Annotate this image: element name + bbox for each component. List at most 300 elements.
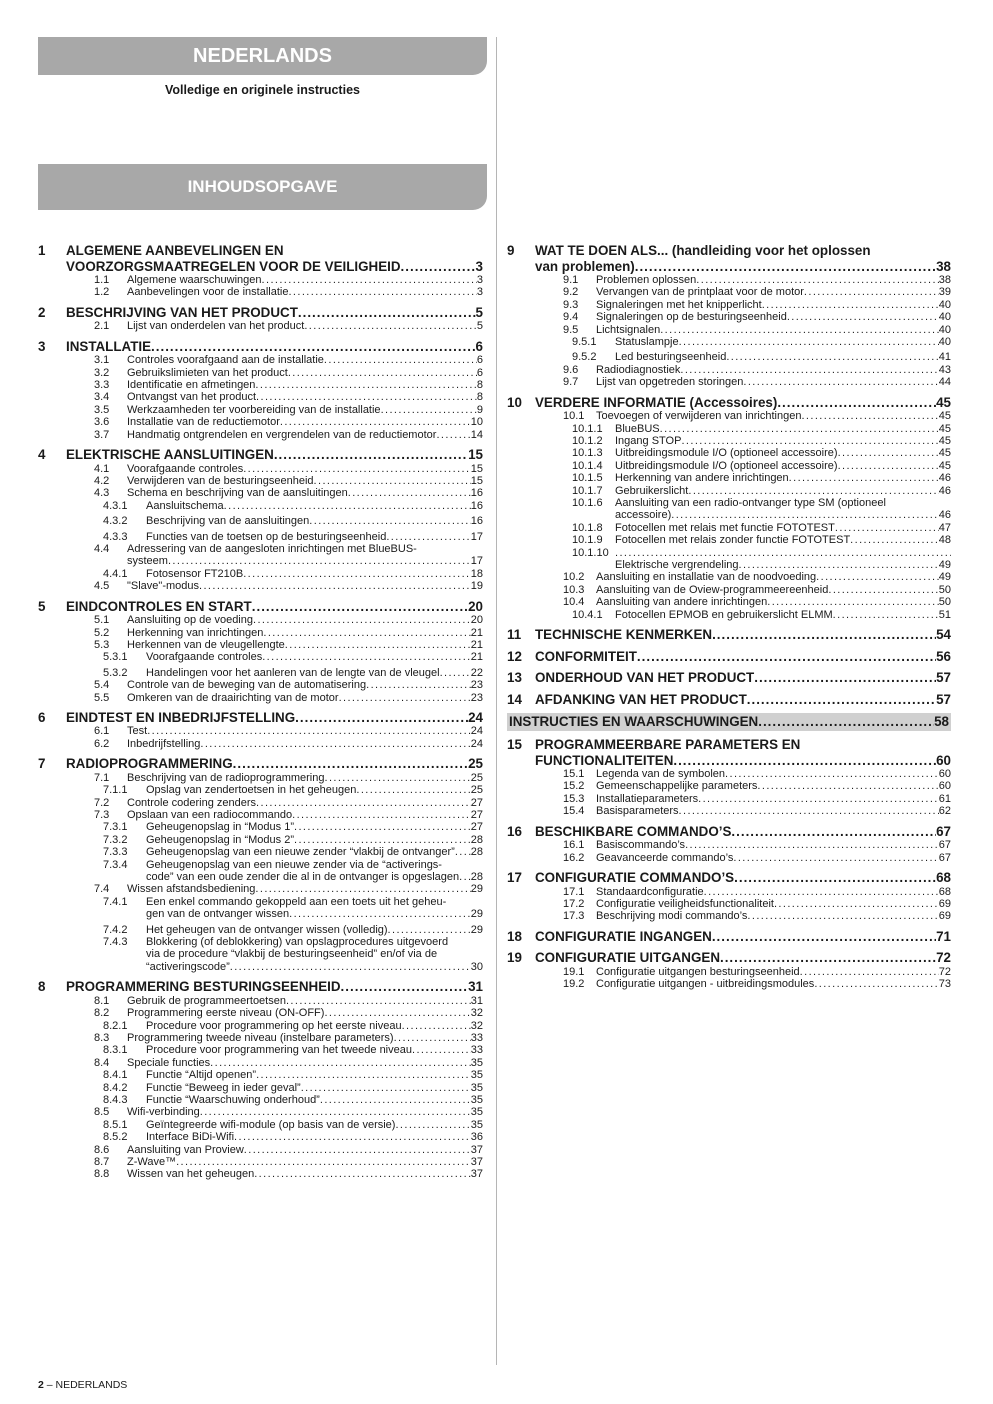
- subsection-body: [127, 627, 483, 639]
- subsection-number: 5.3: [94, 638, 110, 651]
- subsection-body: [127, 354, 483, 366]
- toc-entry-8-6[interactable]: [127, 1144, 483, 1156]
- toc-entry-10-3[interactable]: [596, 584, 951, 596]
- toc-entry-chapter-12[interactable]: [535, 649, 951, 665]
- toc-entry-5-4[interactable]: [127, 679, 483, 691]
- chapter-body: [66, 447, 483, 593]
- subsection-3-4: [66, 391, 483, 403]
- page-number: 28: [470, 846, 483, 859]
- toc-entry-8-4-1[interactable]: [146, 1069, 483, 1081]
- dot-leader: [787, 311, 939, 323]
- page-number: 43: [938, 363, 951, 376]
- subsection-body: [146, 924, 483, 936]
- toc-entry-5-5[interactable]: [127, 692, 483, 704]
- toc-entry-8-5-2[interactable]: [146, 1131, 483, 1143]
- toc-entry-4-3[interactable]: [127, 487, 483, 499]
- chapter-1: [38, 243, 483, 299]
- toc-entry-1-2[interactable]: [127, 286, 483, 298]
- page-number: 25: [470, 784, 483, 797]
- dot-leader: [660, 324, 939, 336]
- toc-entry-10-1-7[interactable]: [615, 485, 951, 497]
- entry-title: Aansluiting op de voeding: [127, 614, 253, 627]
- toc-entry-10-1-9[interactable]: [615, 534, 951, 546]
- subsection-5-5: [66, 692, 483, 704]
- subsection-body: [596, 311, 951, 323]
- subsection-16-1: [535, 839, 951, 851]
- toc-entry-4-4[interactable]: [127, 555, 483, 567]
- toc-entry-17-3[interactable]: [596, 910, 951, 922]
- subsection-body: [127, 1106, 483, 1118]
- entry-title: RADIOPROGRAMMERING: [66, 756, 233, 772]
- toc-entry-5-3-1[interactable]: [146, 651, 483, 663]
- page-number: 46: [938, 472, 951, 485]
- chapter-body: [66, 710, 483, 750]
- subsection-body: [146, 1094, 483, 1106]
- toc-entry-8-5[interactable]: [127, 1106, 483, 1118]
- subsection-number: 4.3.2: [103, 515, 128, 528]
- subsection-9-3: [535, 299, 951, 311]
- toc-entry-19-1[interactable]: [596, 966, 951, 978]
- toc-entry-7-4-2[interactable]: [146, 924, 483, 936]
- subsection-number: 3.3: [94, 379, 110, 392]
- page-number: 67: [936, 823, 951, 839]
- page-number: 67: [938, 839, 951, 852]
- subsection-8-1: [66, 995, 483, 1007]
- dot-leader: [288, 286, 476, 298]
- entry-title: van problemen): [535, 258, 635, 274]
- toc-entry-chapter-19[interactable]: [535, 950, 951, 966]
- subsection-body: [596, 584, 951, 596]
- toc-entry-2-1[interactable]: [127, 320, 483, 332]
- toc-entry-3-2[interactable]: [127, 367, 483, 379]
- page-footer: [38, 1379, 127, 1391]
- toc-entry-8-4-3[interactable]: [146, 1094, 483, 1106]
- toc-entry-chapter-1[interactable]: [66, 259, 483, 275]
- chapter-body: [66, 243, 483, 299]
- subsection-number: 5.4: [94, 679, 110, 692]
- chapter-11: [507, 627, 951, 643]
- dot-leader: [696, 274, 938, 286]
- subsection-body: [146, 1069, 483, 1081]
- subsection-3-6: [66, 416, 483, 428]
- entry-title: Basisparameters: [596, 805, 679, 818]
- page-number: 35: [470, 1106, 483, 1119]
- toc-entry-8-8[interactable]: [127, 1168, 483, 1180]
- toc-entry-instructies[interactable]: [509, 714, 949, 730]
- toc-entry-8-4[interactable]: [127, 1057, 483, 1069]
- page-number: 62: [938, 805, 951, 818]
- dot-leader: [289, 908, 471, 920]
- subsection-body: [615, 497, 951, 522]
- subsection-8-2: [66, 1007, 483, 1019]
- chapter-body: [535, 824, 951, 864]
- toc-entry-10-1-3[interactable]: [615, 447, 951, 459]
- page-number: 29: [470, 923, 483, 936]
- toc-entry-9-5-1[interactable]: [615, 336, 951, 348]
- page-number: 49: [938, 571, 951, 584]
- chapter-16: [507, 824, 951, 864]
- chapter-8: [38, 979, 483, 1181]
- footer-page-number: 2: [38, 1379, 44, 1391]
- page-number: 45: [938, 422, 951, 435]
- toc-entry-4-5[interactable]: [127, 580, 483, 592]
- subsection-number: 8.5.2: [103, 1131, 128, 1144]
- entry-title: Ingang STOP: [615, 434, 682, 447]
- entry-title: INSTRUCTIES EN WAARSCHUWINGEN: [509, 714, 759, 730]
- subsection-8-3: [66, 1032, 483, 1044]
- dot-leader: [253, 614, 471, 626]
- dot-leader: [726, 351, 938, 363]
- toc-entry-chapter-7[interactable]: [66, 756, 483, 772]
- toc-entry-7-3-2[interactable]: [146, 834, 483, 846]
- toc-entry-3-5[interactable]: [127, 404, 483, 416]
- subsection-8-4: [66, 1057, 483, 1069]
- page-number: 45: [938, 447, 951, 460]
- subsection-body: [127, 404, 483, 416]
- dot-leader: [850, 534, 939, 546]
- toc-entry-10-4[interactable]: [596, 596, 951, 608]
- entry-title: VOORZORGSMAATREGELEN VOOR DE VEILIGHEID: [66, 258, 401, 274]
- subsection-7-4-1: [66, 896, 483, 921]
- subsection-5-1: [66, 614, 483, 626]
- subsection-17-3: [535, 910, 951, 922]
- toc-entry-5-1[interactable]: [127, 614, 483, 626]
- entry-title: Geavanceerde commando’s: [596, 851, 734, 864]
- toc-entry-chapter-3[interactable]: [66, 339, 483, 355]
- dot-leader: [685, 839, 939, 851]
- toc-entry-8-3[interactable]: [127, 1032, 483, 1044]
- subsection-body: [127, 1007, 483, 1019]
- toc-entry-chapter-6[interactable]: [66, 710, 483, 726]
- toc-entry-16-1[interactable]: [596, 839, 951, 851]
- subsection-number: 8.2.1: [103, 1019, 128, 1032]
- chapter-body: [66, 599, 483, 704]
- entry-title: BESCHIKBARE COMMANDO’S: [535, 823, 732, 839]
- toc-entry-4-3-2[interactable]: [146, 515, 483, 527]
- chapter-body: [535, 627, 951, 643]
- toc-entry-10-4-1[interactable]: [615, 609, 951, 621]
- dot-leader: [734, 870, 936, 886]
- subsection-number: 5.3.1: [103, 651, 128, 664]
- toc-entry-chapter-18[interactable]: [535, 929, 951, 945]
- subsection-body: [596, 839, 951, 851]
- toc-entry-9-3[interactable]: [596, 299, 951, 311]
- entry-title: Signaleringen met het knipperlicht: [596, 298, 762, 311]
- subsection-number: 4.3.3: [103, 530, 128, 543]
- entry-title: Configuratie uitgangen - uitbreidingsmodules: [596, 978, 815, 991]
- toc-entry-5-2[interactable]: [127, 627, 483, 639]
- toc-entry-16-2[interactable]: [596, 852, 951, 864]
- subsection-number: 8.7: [94, 1156, 110, 1169]
- toc-entry-15-3[interactable]: [596, 793, 951, 805]
- toc-entry-6-1[interactable]: [127, 725, 483, 737]
- subsection-number: 7.3.3: [103, 846, 128, 859]
- subsection-body: [146, 859, 483, 884]
- subsection-number: 3.6: [94, 416, 110, 429]
- subsection-number: 10.1.8: [572, 521, 603, 534]
- entry-title: EINDCONTROLES EN START: [66, 598, 252, 614]
- page-number: 60: [938, 768, 951, 781]
- entry-title: Gebruik de programmeertoetsen: [127, 994, 286, 1007]
- toc-entry-chapter-11[interactable]: [535, 627, 951, 643]
- toc-entry-9-5-2[interactable]: [615, 351, 951, 363]
- toc-entry-3-6[interactable]: [127, 416, 483, 428]
- chapter-18: [507, 929, 951, 945]
- toc-entry-9-4[interactable]: [596, 311, 951, 323]
- dot-leader: [777, 395, 936, 411]
- subsection-7-3-2: [66, 834, 483, 846]
- subsection-body: [146, 515, 483, 527]
- subsection-8-4-1: [66, 1069, 483, 1081]
- toc-entry-10-1-6[interactable]: [615, 509, 951, 521]
- dot-leader: [673, 753, 936, 769]
- dot-leader: [301, 1082, 471, 1094]
- subsection-4-4-1: [66, 568, 483, 580]
- subsection-4-3-2: [66, 515, 483, 527]
- toc-entry-8-4-2[interactable]: [146, 1082, 483, 1094]
- page-number: 37: [470, 1168, 483, 1181]
- toc-entry-9-6[interactable]: [596, 364, 951, 376]
- toc-entry-chapter-8[interactable]: [66, 979, 483, 995]
- dot-leader: [681, 435, 938, 447]
- subsection-7-3-4: [66, 859, 483, 884]
- subsection-1-2: [66, 286, 483, 298]
- subsection-number: 8.4.2: [103, 1081, 128, 1094]
- subsection-body: [596, 910, 951, 922]
- page-number: 35: [470, 1118, 483, 1131]
- toc-entry-chapter-16[interactable]: [535, 824, 951, 840]
- toc-entry-8-2-1[interactable]: [146, 1020, 483, 1032]
- toc-entry-chapter-15[interactable]: [535, 753, 951, 769]
- page-number: 32: [470, 1019, 483, 1032]
- subsection-body: [127, 995, 483, 1007]
- toc-entry-4-2[interactable]: [127, 475, 483, 487]
- page-number: 3: [476, 286, 483, 299]
- toc-entry-4-3-3[interactable]: [146, 531, 483, 543]
- subsection-8-8: [66, 1168, 483, 1180]
- entry-title: Beschrijving van de aansluitingen: [146, 515, 310, 528]
- toc-entry-9-2[interactable]: [596, 286, 951, 298]
- page-number: 35: [470, 1094, 483, 1107]
- subsection-body: [127, 379, 483, 391]
- toc-entry-7-3[interactable]: [127, 809, 483, 821]
- toc-entry-9-7[interactable]: [596, 376, 951, 388]
- page-number: 29: [470, 883, 483, 896]
- toc-entry-10-1-1[interactable]: [615, 423, 951, 435]
- subsection-body: [615, 609, 951, 621]
- dot-leader: [833, 609, 939, 621]
- toc-entry-chapter-14[interactable]: [535, 692, 951, 708]
- entry-title: Functie “Altijd openen”: [146, 1069, 257, 1082]
- toc-entry-19-2[interactable]: [596, 978, 951, 990]
- subsection-5-3: [66, 639, 483, 651]
- subsection-number: 8.4.3: [103, 1094, 128, 1107]
- toc-entry-17-2[interactable]: [596, 898, 951, 910]
- subsection-body: [615, 472, 951, 484]
- page-number: 71: [936, 928, 951, 944]
- toc-entry-3-4[interactable]: [127, 391, 483, 403]
- page-number: 37: [470, 1143, 483, 1156]
- section-highlight: [507, 713, 951, 731]
- dot-leader: [255, 883, 470, 895]
- subsection-body: [146, 531, 483, 543]
- toc-entry-17-1[interactable]: [596, 886, 951, 898]
- toc-entry-9-1[interactable]: [596, 274, 951, 286]
- entry-title: Beschrijving van de radioprogrammering: [127, 771, 325, 784]
- toc-entry-7-3-1[interactable]: [146, 821, 483, 833]
- chapter-body: [535, 670, 951, 686]
- toc-entry-chapter-4[interactable]: [66, 447, 483, 463]
- toc-entry-15-1[interactable]: [596, 768, 951, 780]
- subsection-3-2: [66, 367, 483, 379]
- subsection-body: [596, 898, 951, 910]
- toc-entry-15-2[interactable]: [596, 780, 951, 792]
- toc-entry-8-7[interactable]: [127, 1156, 483, 1168]
- subsection-17-2: [535, 898, 951, 910]
- page-number: 68: [936, 870, 951, 885]
- dot-leader: [200, 738, 470, 750]
- entry-title: Fotocellen met relais zonder functie FOTOTEST: [615, 534, 851, 547]
- dot-leader: [233, 756, 468, 772]
- subsection-number: 9.4: [563, 311, 579, 324]
- toc-entry-6-2[interactable]: [127, 738, 483, 750]
- page-number: 58: [934, 714, 949, 730]
- dot-leader: [199, 580, 471, 592]
- subsection-8-2-1: [66, 1020, 483, 1032]
- subsection-number: 10.2: [563, 571, 585, 584]
- toc-entry-7-2[interactable]: [127, 797, 483, 809]
- subsection-10-4-1: [535, 609, 951, 621]
- entry-title: Functie “Beweeg in ieder geval”: [146, 1081, 301, 1094]
- subsection-9-6: [535, 364, 951, 376]
- entry-title: Basiscommando’s: [596, 839, 686, 852]
- chapter-number: 14: [507, 691, 522, 707]
- dot-leader: [295, 710, 468, 726]
- entry-title: Toevoegen of verwijderen van inrichtingen: [596, 410, 802, 423]
- toc-entry-chapter-5[interactable]: [66, 599, 483, 615]
- toc-entry-15-4[interactable]: [596, 805, 951, 817]
- subsection-9-5: [535, 324, 951, 336]
- subsection-number: 15.2: [563, 780, 585, 793]
- toc-entry-7-1[interactable]: [127, 772, 483, 784]
- entry-title: Aansluiting en installatie van de noodvoeding: [596, 571, 817, 584]
- entry-title: gen van de ontvanger wissen: [146, 908, 290, 921]
- toc-entry-chapter-9[interactable]: [535, 259, 951, 275]
- toc-entry-10-1-4[interactable]: [615, 460, 951, 472]
- dot-leader: [725, 768, 939, 780]
- subsection-9-1: [535, 274, 951, 286]
- toc-entry-7-3-4[interactable]: [146, 871, 483, 883]
- subsection-number: 17.1: [563, 885, 585, 898]
- entry-title: Installatieparameters: [596, 792, 699, 805]
- toc-entry-1-1[interactable]: [127, 274, 483, 286]
- toc-entry-7-4-1[interactable]: [146, 908, 483, 920]
- dot-leader: [767, 596, 939, 608]
- page-number: 72: [936, 950, 951, 966]
- page-number: 36: [470, 1131, 483, 1144]
- toc-entry-4-4-1[interactable]: [146, 568, 483, 580]
- toc-entry-3-7[interactable]: [127, 429, 483, 441]
- chapter-number: 13: [507, 670, 522, 686]
- subsection-number: 5.5: [94, 691, 110, 704]
- toc-entry-10-1-8[interactable]: [615, 522, 951, 534]
- subsection-10-1-10: [535, 547, 951, 572]
- entry-title: Werkzaamheden ter voorbereiding van de installatie: [127, 403, 381, 416]
- dot-leader-only: [615, 547, 951, 559]
- toc-entry-8-2[interactable]: [127, 1007, 483, 1019]
- subsection-number: 10.1.3: [572, 447, 603, 460]
- subsection-number: 15.3: [563, 792, 585, 805]
- toc-entry-chapter-13[interactable]: [535, 670, 951, 686]
- toc-entry-8-5-1[interactable]: [146, 1119, 483, 1131]
- subsection-body: [596, 364, 951, 376]
- page-number: 40: [938, 336, 951, 349]
- subsection-body: [596, 805, 951, 817]
- subsection-body: [127, 463, 483, 475]
- toc-entry-7-4-3[interactable]: [146, 961, 483, 973]
- toc-entry-5-3-2[interactable]: [146, 667, 483, 679]
- toc-entry-10-1-2[interactable]: [615, 435, 951, 447]
- subsection-body: [615, 522, 951, 534]
- toc-entry-7-1-1[interactable]: [146, 784, 483, 796]
- entry-title: Z-Wave™: [127, 1156, 177, 1169]
- chapter-number: 18: [507, 928, 522, 944]
- toc-entry-7-3-3[interactable]: [146, 846, 483, 858]
- subsection-body: [146, 846, 483, 858]
- toc-entry-chapter-2[interactable]: [66, 305, 483, 321]
- toc-entry-10-2[interactable]: [596, 571, 951, 583]
- subsection-number: 10.1.5: [572, 472, 603, 485]
- toc-entry-4-1[interactable]: [127, 463, 483, 475]
- toc-entry-10-1[interactable]: [596, 410, 951, 422]
- toc-entry-chapter-17[interactable]: [535, 870, 951, 886]
- subsection-body: [127, 639, 483, 651]
- subsection-8-5-2: [66, 1131, 483, 1143]
- subsection-number: 10.1: [563, 410, 585, 423]
- chapter-body: [535, 243, 951, 389]
- dot-leader: [256, 797, 471, 809]
- toc-entry-chapter-10[interactable]: [535, 395, 951, 411]
- toc-entry-9-5[interactable]: [596, 324, 951, 336]
- subsection-7-2: [66, 797, 483, 809]
- entry-title: Geheugenopslag van een nieuwe zender “vlakbij de ontvanger”: [146, 846, 455, 859]
- toc-entry-10-1-5[interactable]: [615, 472, 951, 484]
- toc-entry-7-4[interactable]: [127, 883, 483, 895]
- entry-title: “activeringscode”: [146, 960, 230, 973]
- dot-leader: [688, 485, 938, 497]
- subsection-15-1: [535, 768, 951, 780]
- page-number: 35: [470, 1081, 483, 1094]
- page-number: 24: [470, 725, 483, 738]
- subsection-body: [146, 500, 483, 512]
- toc-entry-10-1-10[interactable]: [615, 559, 951, 571]
- dot-leader: [168, 555, 471, 567]
- toc-entry-8-1[interactable]: [127, 995, 483, 1007]
- dot-leader: [324, 354, 477, 366]
- toc-entry-5-3[interactable]: [127, 639, 483, 651]
- subsection-8-3-1: [66, 1044, 483, 1056]
- chapter-body: [66, 979, 483, 1181]
- toc-entry-8-3-1[interactable]: [146, 1044, 483, 1056]
- entry-title: Gebruikslimieten van het product: [127, 366, 288, 379]
- page-number: 15: [470, 462, 483, 475]
- dot-leader: [309, 515, 470, 527]
- toc-entry-3-3[interactable]: [127, 379, 483, 391]
- dot-leader: [733, 852, 938, 864]
- toc-entry-3-1[interactable]: [127, 354, 483, 366]
- subsection-body: [615, 460, 951, 472]
- toc-entry-4-3-1[interactable]: [146, 500, 483, 512]
